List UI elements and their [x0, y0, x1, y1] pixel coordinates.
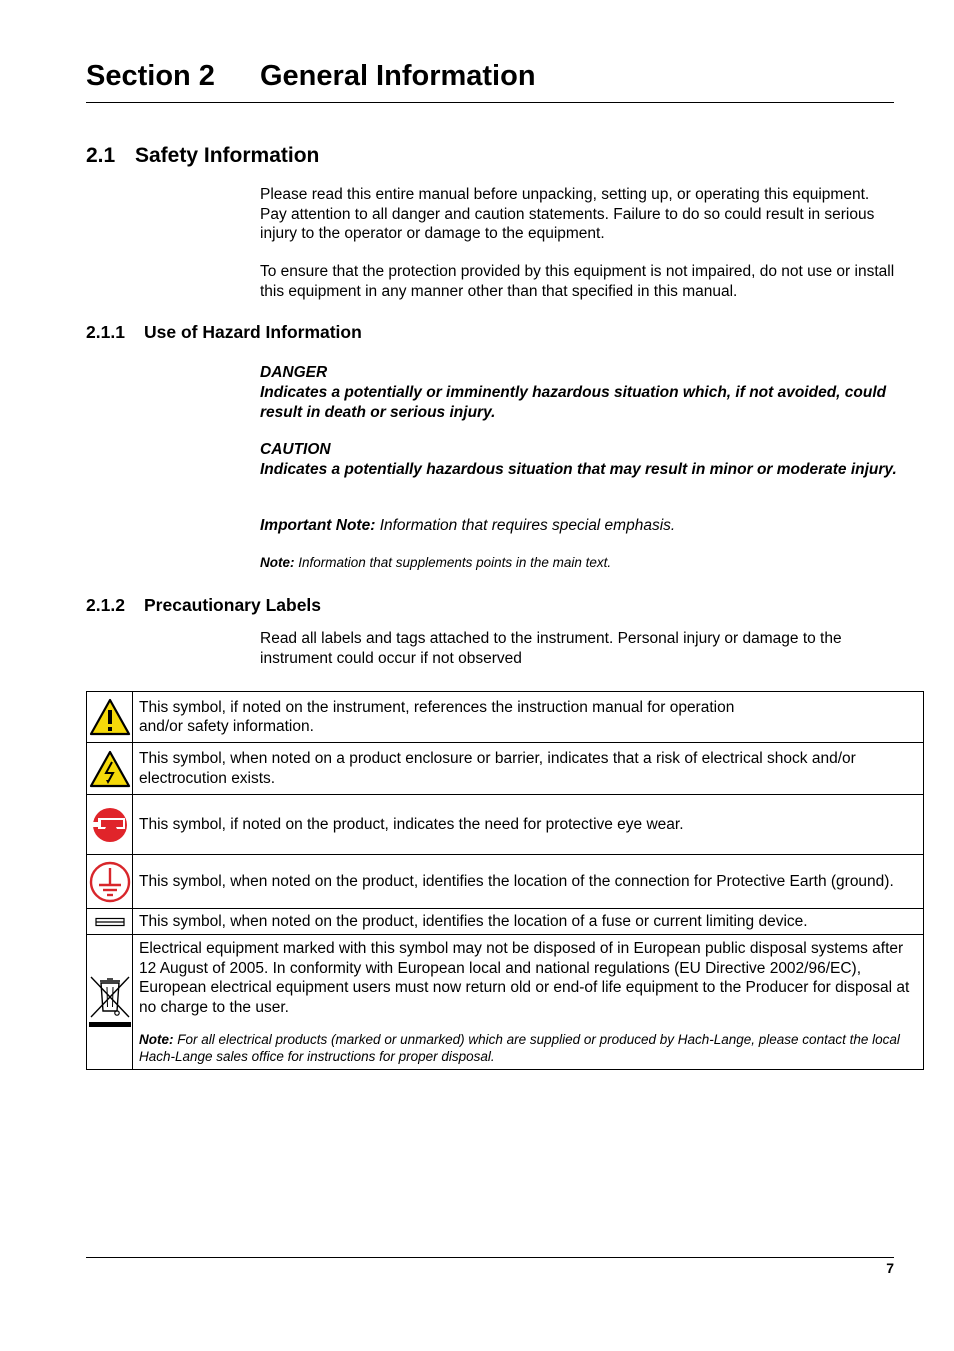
- weee-crossed-bin-icon: [87, 975, 133, 1029]
- hazard-heading: [86, 322, 362, 343]
- icon-cell: [87, 909, 133, 935]
- table-row: [87, 743, 924, 795]
- protective-earth-icon: [88, 859, 132, 905]
- general-note-label: Note:: [260, 555, 295, 570]
- eye-protection-icon: [89, 802, 131, 848]
- label-description: This symbol, when noted on the product, identifies the location of a fuse or current limiting device.: [133, 909, 924, 935]
- table-row: [87, 909, 924, 935]
- section-number: Section 2: [86, 60, 215, 92]
- safety-title: Safety Information: [135, 144, 320, 167]
- important-note: [260, 517, 675, 535]
- precautionary-labels-table: [86, 691, 924, 1070]
- labels-intro: Read all labels and tags attached to the instrument. Personal injury or damage to the instrument could occur if not observed: [260, 630, 842, 667]
- section-title: [86, 60, 536, 93]
- label-description: This symbol, when noted on the product, identifies the location of the connection for Protective Earth (ground).: [133, 855, 924, 909]
- section-heading: General Information: [260, 60, 536, 92]
- table-row: [87, 692, 924, 743]
- danger-text: Indicates a potentially or imminently hazardous situation which, if not avoided, could result in death or serious injury.: [260, 384, 887, 421]
- danger-label: DANGER: [260, 364, 328, 381]
- caution-text: Indicates a potentially hazardous situation that may result in minor or moderate injury.: [260, 461, 897, 478]
- hazard-title: Use of Hazard Information: [144, 322, 362, 342]
- label-description: This symbol, if noted on the instrument, references the instruction manual for operation and/or safety information.: [133, 692, 924, 743]
- labels-title: Precautionary Labels: [144, 595, 322, 615]
- disposal-note-text: For all electrical products (marked or unmarked) which are supplied or produced by Hach-Lange, please contact the local Hach-Lange sales office for instructions for proper disposal.: [139, 1032, 900, 1064]
- important-note-label: Important Note:: [260, 517, 376, 534]
- table-row: [87, 855, 924, 909]
- important-note-text: Information that requires special emphasis.: [375, 517, 676, 534]
- label-description: This symbol, if noted on the product, indicates the need for protective eye wear.: [133, 795, 924, 855]
- safety-paragraph-1: Please read this entire manual before unpacking, setting up, or operating this equipment. Pay attention to all danger and caution statements. Failure to do so could result in serious injury to the operator or damage to the equipment.: [260, 186, 875, 242]
- disposal-note-label: Note:: [139, 1032, 174, 1047]
- footer-rule: [86, 1257, 894, 1258]
- general-note: [260, 555, 611, 570]
- electrical-shock-icon: [89, 750, 131, 788]
- labels-number: 2.1.2: [86, 595, 125, 615]
- caution-notice: [260, 440, 900, 480]
- caution-label: CAUTION: [260, 441, 331, 458]
- table-row: [87, 795, 924, 855]
- safety-paragraph-2: To ensure that the protection provided by this equipment is not impaired, do not use or install this equipment in any manner other than that specified in this manual.: [260, 263, 895, 300]
- safety-heading: [86, 144, 319, 168]
- general-note-text: Information that supplements points in the main text.: [294, 555, 612, 570]
- icon-cell: [87, 935, 133, 1070]
- label-description: Electrical equipment marked with this symbol may not be disposed of in European public disposal systems after 12 August of 2005. In conformity with European local and national regulations (EU Directive 2002/96/EC), European electrical equipment users must now return old or end-of life equipment to the Producer for disposal at no charge to the user. Note: For all electrical products (marked or unmarked) which are supplied or produced by Hach-Lange, please contact the local Hach-Lange sales office for instructions for proper disposal.: [133, 935, 924, 1070]
- table-row: [87, 935, 924, 1070]
- disposal-note: [139, 1031, 917, 1065]
- icon-cell: [87, 855, 133, 909]
- labels-heading: [86, 595, 321, 616]
- danger-notice: [260, 363, 900, 423]
- page-number: 7: [886, 1260, 894, 1276]
- fuse-icon: [95, 917, 125, 927]
- hazard-number: 2.1.1: [86, 322, 125, 342]
- icon-cell: [87, 692, 133, 743]
- icon-cell: [87, 743, 133, 795]
- warning-triangle-icon: [89, 698, 131, 736]
- label-description: This symbol, when noted on a product enclosure or barrier, indicates that a risk of electrical shock and/or electrocution exists.: [133, 743, 924, 795]
- safety-number: 2.1: [86, 144, 116, 167]
- header-rule: [86, 102, 894, 103]
- icon-cell: [87, 795, 133, 855]
